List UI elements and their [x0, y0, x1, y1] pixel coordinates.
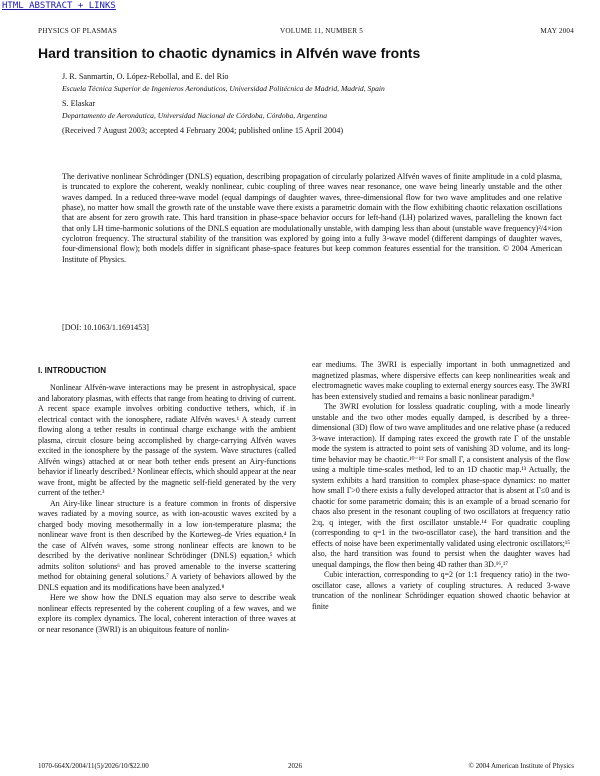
html-abstract-links[interactable]: HTML ABSTRACT + LINKS: [2, 1, 116, 11]
footer-copyright: © 2004 American Institute of Physics: [468, 762, 574, 770]
paragraph: Nonlinear Alfvén-wave interactions may be present in astrophysical, space and laboratory plasmas, with effects that range from heating to driving of current. A recent space example involves orbiting conductive tethers, which, if in electrical contact with the ionosphere, radiate Alfvén waves.¹ A steady current flowing along a tether results in continual charge exchange with the ambient plasma, circuit closure being accomplished by charge-carrying Alfvén waves excited in the ionosphere by the passage of the system. Wave structures (called Alfvén wings) attached at or near both tether ends present an Airy-functions behavior if linearly described.² Nonlinear effects, which should appear at the near wave front, might be affected by the magnetic self-field generated by the very current of the tether.³: [38, 383, 296, 497]
paragraph: Cubic interaction, corresponding to q=2 (or 1:1 frequency ratio) in the two-oscillator case, allows a variety of coupling structures. A reduced 3-wave truncation of the nonlinear Schrödinger equation showed chaotic behavior at finite: [312, 570, 570, 611]
doi[interactable]: [DOI: 10.1063/1.1691453]: [62, 323, 149, 332]
journal-name: PHYSICS OF PLASMAS: [38, 27, 118, 35]
page-number: 2026: [288, 762, 302, 770]
received-dates: (Received 7 August 2003; accepted 4 February 2004; published online 15 April 2004): [62, 126, 344, 135]
authors-secondary: S. Elaskar: [62, 99, 96, 108]
affiliation-secondary: Departamento de Aeronáutica, Universidad Nacional de Córdoba, Córdoba, Argentina: [62, 111, 327, 120]
right-column: [312, 360, 570, 612]
paragraph: Here we show how the DNLS equation may also serve to describe weak nonlinear effects represented by the coherent coupling of a few waves, and we explore its complex dynamics. The local, coherent interaction of three waves at or near resonance (3WRI) is an ubiquitous feature of nonlin-: [38, 593, 296, 634]
authors-primary: J. R. Sanmartín, O. López-Rebollal, and E. del Río: [62, 72, 229, 81]
issue-date: MAY 2004: [540, 27, 574, 35]
footer-issn: 1070-664X/2004/11(5)/2026/10/$22.00: [38, 762, 149, 770]
paragraph: An Airy-like linear structure is a feature common in fronts of dispersive waves radiated by a moving source, as with ion-acoustic waves excited by a charged body moving mesothermally in a low ion-temperature plasma; the nonlinear wave front is then described by the Korteweg–de Vries equation.⁴ In the case of Alfvén waves, some strong nonlinear effects are known to be described by the derivative nonlinear Schrödinger (DNLS) equation,⁵ which admits soliton solutions⁶ and has proved amenable to the inverse scattering method for obtaining general solutions.⁷ A variety of behaviors allowed by the DNLS equation and its modifications have been analyzed.⁸: [38, 498, 296, 592]
section-heading: I. INTRODUCTION: [38, 366, 106, 375]
abstract: The derivative nonlinear Schrödinger (DNLS) equation, describing propagation of circularly polarized Alfvén waves of finite amplitude in a cold plasma, is truncated to explore the coherent, weakly nonlinear, cubic coupling of three waves near resonance, one wave being linearly unstable and the other waves damped. In a reduced three-wave model (equal dampings of daughter waves, three-dimensional flow for two wave amplitudes and one relative phase), no matter how small the growth rate of the unstable wave there exists a parametric domain with the flow exhibiting chaotic relaxation oscillations that are absent for zero growth rate. This hard transition in phase-space behavior occurs for left-hand (LH) polarized waves, paralleling the known fact that only LH time-harmonic solutions of the DNLS equation are modulationally unstable, with damping less than about (unstable wave frequency)²/4×ion cyclotron frequency. The structural stability of the transition was explored by going into a fully 3-wave model (different dampings of daughter waves, four-dimensional flow); both models differ in significant phase-space features but keep common features essential for the transition. © 2004 American Institute of Physics.: [62, 172, 562, 264]
paper-title: Hard transition to chaotic dynamics in Alfvén wave fronts: [38, 45, 421, 61]
paragraph: The 3WRI evolution for lossless quadratic coupling, with a mode linearly unstable and the two other modes equally damped, is described by a three-dimensional (3D) flow of two wave amplitudes and one relative phase (a reduced 3-wave interaction). If damping rates exceed the growth rate Γ of the unstable mode the system is attracted to point sets of vanishing 3D volume, and its long-time behavior may be chaotic.¹⁰⁻¹² For small Γ, a consistent analysis of the flow using a multiple time-scales method, led to an 1D chaotic map.¹³ Actually, the system exhibits a hard transition to complex phase-space dynamics: no matter how small Γ>0 there exists a fully developed attractor that is absent at Γ≤0 and is chaotic for some parametric domain; this is an example of a broad scenario for chaos also present in the resonant coupling of two oscillators at frequency ratio 2:q, q integer, with the first oscillator unstable.¹⁴ For quadratic coupling (corresponding to q=1 in the two-oscillator case), the hard transition and the effects of noise have been experimentally validated using electronic oscillators;¹⁵ also, the hard transition was found to persist when the daughter waves had unequal dampings, the flow then being 4D rather than 3D.¹⁶,¹⁷: [312, 402, 570, 569]
left-column: [38, 383, 296, 635]
paragraph: ear mediums. The 3WRI is especially important in both unmagnetized and magnetized plasmas, where dispersive effects can keep nonlinearities weak and electromagnetic waves make coupling to external energy sources easy. The 3WRI has been extensively studied and remains a basic nonlinear paradigm.⁹: [312, 360, 570, 401]
volume-number: VOLUME 11, NUMBER 5: [280, 27, 363, 35]
affiliation-primary: Escuela Técnica Superior de Ingenieros Aeronáuticos, Universidad Politécnica de Madrid, Madrid, Spain: [62, 84, 385, 93]
